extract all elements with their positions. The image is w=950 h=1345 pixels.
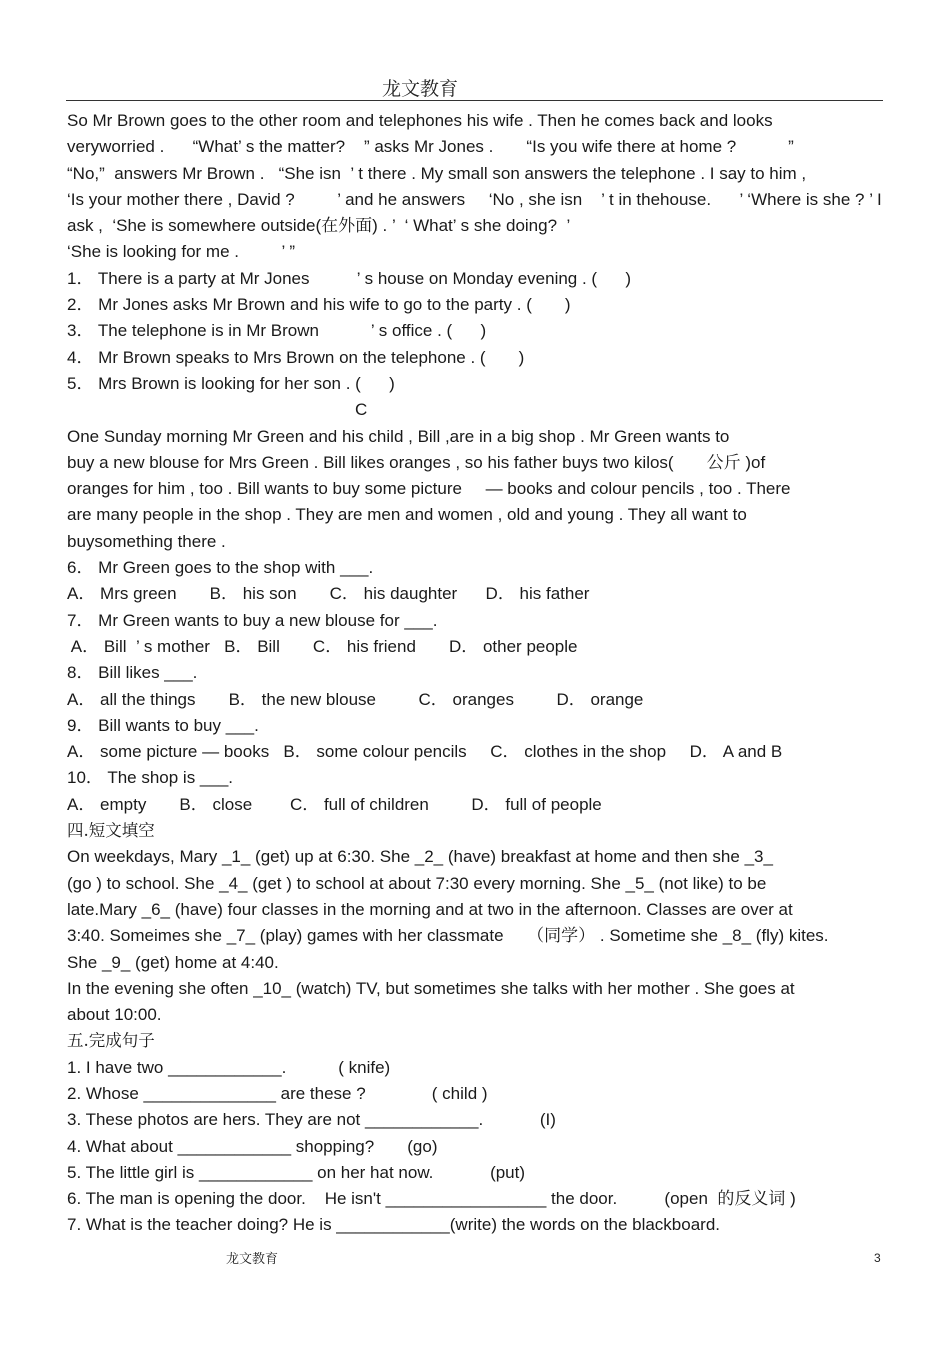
text-line: A． some picture — books B． some colour pencils C． clothes in the shop D． A and B	[67, 742, 783, 762]
text-line: buy a new blouse for Mrs Green . Bill likes oranges , so his father buys two kilos( 公斤 )of	[67, 452, 766, 472]
text-line: 5． Mrs Brown is looking for her son . ( )	[67, 373, 395, 393]
text-line: 9． Bill wants to buy ___.	[67, 715, 259, 735]
text-line: late.Mary _6_ (have) four classes in the morning and at two in the afternoon. Classes are over at	[67, 899, 793, 919]
text-line: A． empty B． close C． full of children D． full of people	[67, 794, 602, 814]
text-line: A． all the things B． the new blouse C． oranges D． orange	[67, 689, 644, 709]
text-line: 3:40. Someimes she _7_ (play) games with her classmate （同学） . Sometime she _8_ (fly) kites.	[67, 926, 829, 946]
text-line: 3． The telephone is in Mr Brown ’ s office . ( )	[67, 321, 487, 341]
text-line: are many people in the shop . They are men and women , old and young . They all want to	[67, 505, 747, 525]
page-number: 3	[874, 1251, 881, 1265]
text-line: 1． There is a party at Mr Jones ’ s house on Monday evening . ( )	[67, 268, 632, 288]
text-line: 8． Bill likes ___.	[67, 663, 198, 683]
document-body	[67, 108, 949, 1239]
text-line: A． Mrs green B． his son C． his daughter D． his father	[67, 584, 590, 604]
text-line: 3. These photos are hers. They are not ____________. (I)	[67, 1110, 556, 1130]
text-line: On weekdays, Mary _1_ (get) up at 6:30. She _2_ (have) breakfast at home and then she _3_	[67, 847, 773, 867]
text-line: 1. I have two ____________. ( knife)	[67, 1057, 391, 1077]
text-line: In the evening she often _10_ (watch) TV, but sometimes she talks with her mother . She goes at	[67, 978, 795, 998]
text-line: A． Bill ’ s mother B． Bill C． his friend D． other people	[67, 636, 578, 656]
text-line: 四.短文填空	[67, 821, 155, 841]
text-line: 2． Mr Jones asks Mr Brown and his wife to go to the party . ( )	[67, 295, 571, 315]
text-line: 6． Mr Green goes to the shop with ___.	[67, 558, 374, 578]
text-line: ‘Is your mother there , David ? ’ and he answers ‘No , she isn ’ t in thehouse. ’ ‘Where is she ? ’ I	[67, 189, 882, 209]
text-line: 2. Whose ______________ are these ? ( child )	[67, 1083, 488, 1103]
text-line: about 10:00.	[67, 1005, 162, 1025]
text-line: (go ) to school. She _4_ (get ) to school at about 7:30 every morning. She _5_ (not like) to be	[67, 873, 767, 893]
text-line: One Sunday morning Mr Green and his child , Bill ,are in a big shop . Mr Green wants to	[67, 426, 730, 446]
text-line: 7. What is the teacher doing? He is ____________(write) the words on the blackboard.	[67, 1215, 721, 1235]
text-line: “No,” answers Mr Brown . “She isn ’ t there . My small son answers the telephone . I say to him ,	[67, 163, 807, 183]
text-line: oranges for him , too . Bill wants to buy some picture — books and colour pencils , too . There	[67, 479, 791, 499]
text-line: She _9_ (get) home at 4:40.	[67, 952, 279, 972]
text-line: 5. The little girl is ____________ on her hat now. (put)	[67, 1162, 526, 1182]
text-line: 五.完成句子	[67, 1031, 155, 1051]
text-line: veryworried . “What’ s the matter? ” asks Mr Jones . “Is you wife there at home ? ”	[67, 137, 794, 157]
text-line: 6. The man is opening the door. He isn't _________________ the door. (open 的反义词 )	[67, 1189, 796, 1209]
text-line: 4. What about ____________ shopping? (go)	[67, 1136, 438, 1156]
text-line: buysomething there .	[67, 531, 226, 551]
text-line: ‘She is looking for me . ’ ”	[67, 242, 296, 262]
footer-brand: 龙文教育	[226, 1252, 279, 1267]
text-line: 4． Mr Brown speaks to Mrs Brown on the telephone . ( )	[67, 347, 525, 367]
header-title: 龙文教育	[381, 78, 458, 100]
text-line: So Mr Brown goes to the other room and telephones his wife . Then he comes back and looks	[67, 111, 773, 130]
text-line: 10． The shop is ___.	[67, 768, 234, 788]
text-line: C	[355, 400, 368, 420]
text-line: ask , ‘She is somewhere outside(在外面) . ’ ‘ What’ s she doing? ’	[67, 216, 571, 236]
header-divider	[66, 100, 883, 101]
text-line: 7． Mr Green wants to buy a new blouse for ___.	[67, 610, 438, 630]
